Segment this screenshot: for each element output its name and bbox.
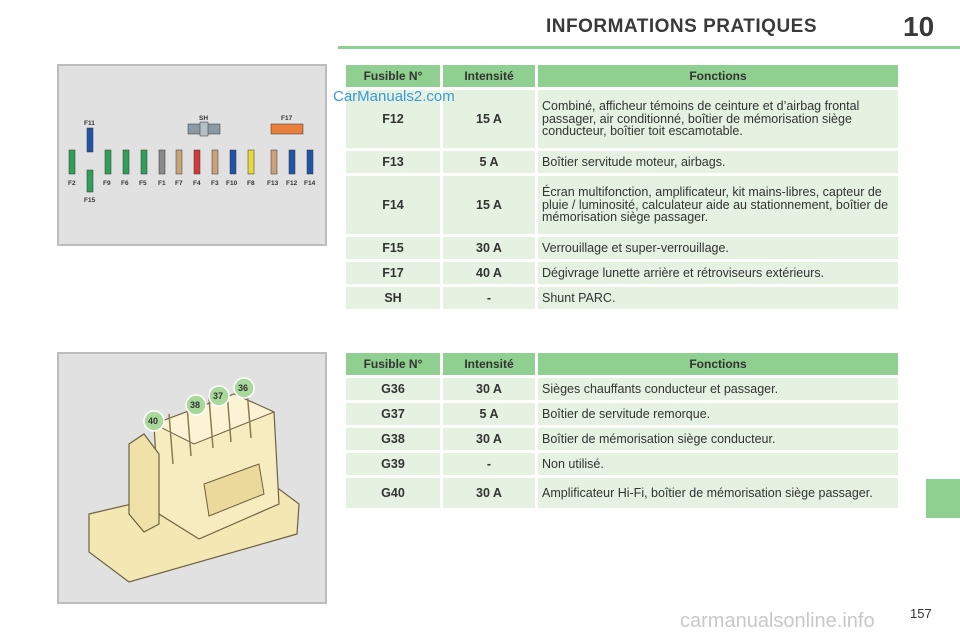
fuse-label-f11: F11 [84, 120, 95, 127]
table-row [346, 151, 898, 173]
fuse-f8 [248, 150, 254, 174]
fuse-f3 [212, 150, 218, 174]
function-cell: Boîtier servitude moteur, airbags. [538, 151, 898, 173]
fuse-label: F10 [226, 180, 238, 187]
amps-cell: 30 A [443, 378, 535, 400]
function-cell: Non utilisé. [538, 453, 898, 475]
fuse-table-battery [343, 350, 901, 511]
watermark-bottom[interactable]: carmanualsonline.info [680, 610, 875, 632]
fuse-label: F12 [286, 180, 298, 187]
function-cell: Sièges chauffants conducteur et passager. [538, 378, 898, 400]
function-cell: Combiné, afficheur témoins de ceinture et d’airbag frontal passager, air conditionné, boîtier de mémorisation siège conducteur, boîtier toit escamotable. [538, 90, 898, 148]
header-rule [338, 46, 960, 49]
fuse-f1 [159, 150, 165, 174]
fuse-f11 [87, 128, 93, 152]
fuse-label-f17: F17 [281, 115, 293, 122]
function-cell: Amplificateur Hi-Fi, boîtier de mémorisation siège passager. [538, 478, 898, 508]
function-cell: Boîtier de mémorisation siège conducteur. [538, 428, 898, 450]
header-fuse: Fusible N° [346, 65, 440, 87]
fuse-label: F7 [175, 180, 183, 187]
section-title: INFORMATIONS PRATIQUES [546, 16, 818, 37]
fuse-label: F9 [103, 180, 111, 187]
fuse-label: F6 [121, 180, 129, 187]
function-cell: Boîtier de servitude remorque. [538, 403, 898, 425]
header-functions: Fonctions [538, 65, 898, 87]
fuse-cell: F12 [346, 90, 440, 148]
table-row [346, 478, 898, 508]
function-cell: Shunt PARC. [538, 287, 898, 309]
fuse-label: F8 [247, 180, 255, 187]
table-row [346, 378, 898, 400]
chapter-tab [926, 479, 960, 518]
watermark-top[interactable]: CarManuals2.com [333, 88, 455, 105]
amps-cell: 40 A [443, 262, 535, 284]
fuse-label: F1 [158, 180, 166, 187]
header-amps: Intensité [443, 65, 535, 87]
box-fin [129, 434, 159, 532]
fuse-f7 [176, 150, 182, 174]
fuse-label: F3 [211, 180, 219, 187]
callout-label-37: 37 [213, 391, 224, 401]
table-row [346, 262, 898, 284]
fuse-cell: SH [346, 287, 440, 309]
fuse-label: F13 [267, 180, 279, 187]
amps-cell: 30 A [443, 478, 535, 508]
amps-cell: - [443, 453, 535, 475]
amps-cell: 15 A [443, 90, 535, 148]
amps-cell: - [443, 287, 535, 309]
fuse-cell: F14 [346, 176, 440, 234]
table-row [346, 453, 898, 475]
fuse-f6 [123, 150, 129, 174]
fuse-f9 [105, 150, 111, 174]
fuse-cell: F13 [346, 151, 440, 173]
fuse-cell: G40 [346, 478, 440, 508]
fuse-label-sh: SH [199, 115, 209, 122]
table-row [346, 403, 898, 425]
fuse-box-diagram [59, 66, 325, 244]
fuse-f12 [289, 150, 295, 174]
amps-cell: 15 A [443, 176, 535, 234]
fuse-cell: G38 [346, 428, 440, 450]
fuse-label: F14 [304, 180, 316, 187]
fuse-cell: G39 [346, 453, 440, 475]
fuse-label: F2 [68, 180, 76, 187]
fuse-f10 [230, 150, 236, 174]
function-cell: Dégivrage lunette arrière et rétroviseurs extérieurs. [538, 262, 898, 284]
table-header-row [346, 65, 898, 87]
table-row [346, 428, 898, 450]
table-row [346, 176, 898, 234]
callout-label-40: 40 [148, 416, 159, 426]
fuse-f17 [271, 124, 303, 134]
table-row [346, 237, 898, 259]
header-fuse: Fusible N° [346, 353, 440, 375]
function-cell: Écran multifonction, amplificateur, kit mains-libres, capteur de pluie / luminosité, calculateur aide au stationnement, boîtier de mémorisation siège passager. [538, 176, 898, 234]
fuse-f5 [141, 150, 147, 174]
fuse-f13 [271, 150, 277, 174]
fuse-f15 [87, 170, 93, 192]
fuse-f14 [307, 150, 313, 174]
relay-box-diagram-panel [57, 352, 327, 604]
callout-label-38: 38 [190, 400, 201, 410]
amps-cell: 5 A [443, 151, 535, 173]
amps-cell: 30 A [443, 237, 535, 259]
fuse-box-diagram-panel [57, 64, 327, 246]
function-cell: Verrouillage et super-verrouillage. [538, 237, 898, 259]
fuse-cell: F17 [346, 262, 440, 284]
table-row [346, 287, 898, 309]
relay-box-diagram [59, 354, 325, 602]
header-functions: Fonctions [538, 353, 898, 375]
fuse-cell: G37 [346, 403, 440, 425]
fuse-f4 [194, 150, 200, 174]
fuse-label-f15: F15 [84, 197, 96, 204]
fuse-label: F5 [139, 180, 147, 187]
callout-label-36: 36 [238, 383, 249, 393]
chapter-number: 10 [903, 11, 935, 42]
fuse-f2 [69, 150, 75, 174]
amps-cell: 30 A [443, 428, 535, 450]
amps-cell: 5 A [443, 403, 535, 425]
fuse-label: F4 [193, 180, 201, 187]
header-amps: Intensité [443, 353, 535, 375]
fuse-cell: G36 [346, 378, 440, 400]
fuse-cell: F15 [346, 237, 440, 259]
table-header-row [346, 353, 898, 375]
page-number: 157 [910, 606, 932, 621]
